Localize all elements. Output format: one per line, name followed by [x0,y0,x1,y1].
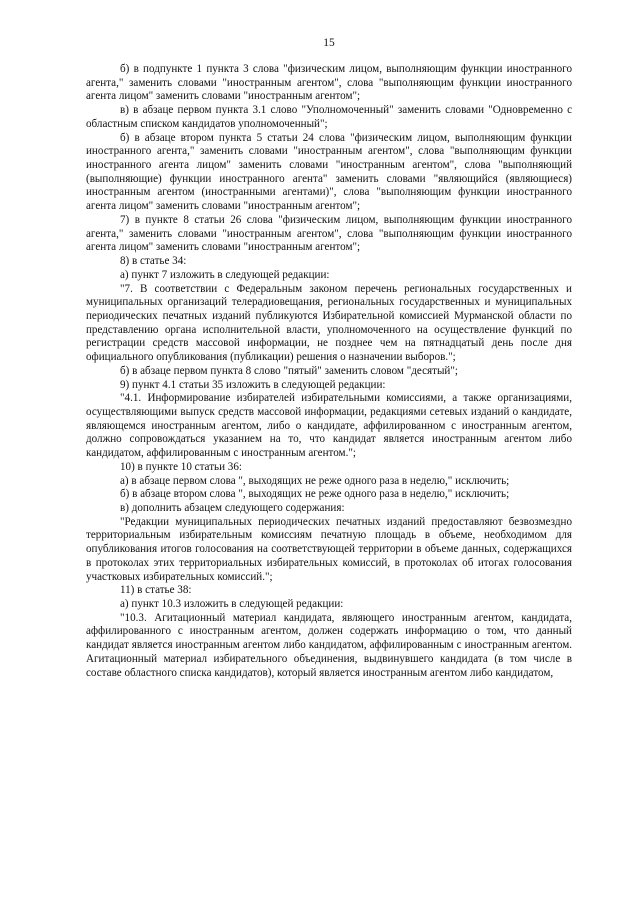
paragraph: 11) в статье 38: [120,584,192,597]
paragraph: б) в абзаце втором пункта 5 статьи 24 слова "физическим лицом, выполняющим функции иностранного агента," заменить словами "иностранным агентом", слова "выполняющим функции иностранного агента лицом" заменить словами "иностранным агентом", слова "выполняющий (выполняющие) функции иностранного агента" заменить словами "являющийся (являющиеся) иностранным агентом (иностранными агентами)", слова "выполняющим функции иностранного агента лицом" заменить словами "иностранным агентом"; [86,131,572,213]
paragraph: б) в абзаце первом пункта 8 слово "пятый" заменить словом "десятый"; [120,364,458,377]
paragraph: в) дополнить абзацем следующего содержания: [120,502,345,514]
page-number: 15 [323,37,335,49]
paragraph: б) в подпункте 1 пункта 3 слова "физическим лицом, выполняющим функции иностранного агента," заменить словами "иностранным агентом", слова "выполняющим функции иностранного агента лицом" заменить словами "иностранным агентом"; [86,63,572,103]
paragraph: 10) в пункте 10 статьи 36: [120,460,242,473]
paragraph: 9) пункт 4.1 статьи 35 изложить в следующей редакции: [120,378,386,391]
paragraph: "4.1. Информирование избирателей избирательными комиссиями, а также организациями, осуществляющими выпуск средств массовой информации, редакциями сетевых изданий о кандидате, являющемся иностранным агентом, либо о кандидате, аффилированном с иностранным агентом, должно сопровождаться указанием на то, что кандидат является иностранным агентом либо кандидатом, аффилированным с иностранным агентом."; [86,392,572,460]
paragraph: а) пункт 10.3 изложить в следующей редакции: [120,598,344,611]
paragraph: а) в абзаце первом слова ", выходящих не реже одного раза в неделю," исключить; [120,474,510,487]
paragraph: 8) в статье 34: [120,255,187,268]
paragraph: 7) в пункте 8 статьи 26 слова "физическим лицом, выполняющим функции иностранного агента," заменить словами "иностранным агентом", слова "выполняющим функции иностранного агента лицом" заменить словами "иностранным агентом"; [86,213,572,254]
paragraph: б) в абзаце втором слова ", выходящих не реже одного раза в неделю," исключить; [120,488,510,501]
paragraph: в) в абзаце первом пункта 3.1 слово "Уполномоченный" заменить словами "Одновременно с областным списком кандидатов уполномоченный"; [86,104,572,130]
paragraph: а) пункт 7 изложить в следующей редакции: [120,268,330,281]
paragraph: "Редакции муниципальных периодических печатных изданий предоставляют безвозмездно территориальным избирательным комиссиям печатную площадь в объеме, необходимом для опубликования итогов голосования на соответствующей территории в объеме данных, содержащихся в протоколах этих территориальных избирательных комиссий, в протоколах об итогах голосования участковых избирательных комиссий."; [86,515,572,583]
document-body [86,63,572,680]
paragraph: "7. В соответствии с Федеральным законом перечень региональных государственных и муниципальных организаций телерадиовещания, региональных государственных и муниципальных периодических печатных изданий публикуются Избирательной комиссией Мурманской области по представлению органа исполнительной власти, уполномоченного на осуществление функций по регистрации средств массовой информации, не позднее чем на пятнадцатый день после дня официального опубликования (публикации) решения о назначении выборов."; [86,282,572,364]
paragraph: "10.3. Агитационный материал кандидата, являющего иностранным агентом, кандидата, аффилированного с иностранным агентом, должен содержать информацию о том, что данный кандидат является иностранным агентом либо кандидатом, аффилированным с иностранным агентом. Агитационный материал избирательного объединения, выдвинувшего кандидата (в том числе в составе областного списка кандидатов), который является иностранным агентом либо кандидатом, [86,611,572,679]
